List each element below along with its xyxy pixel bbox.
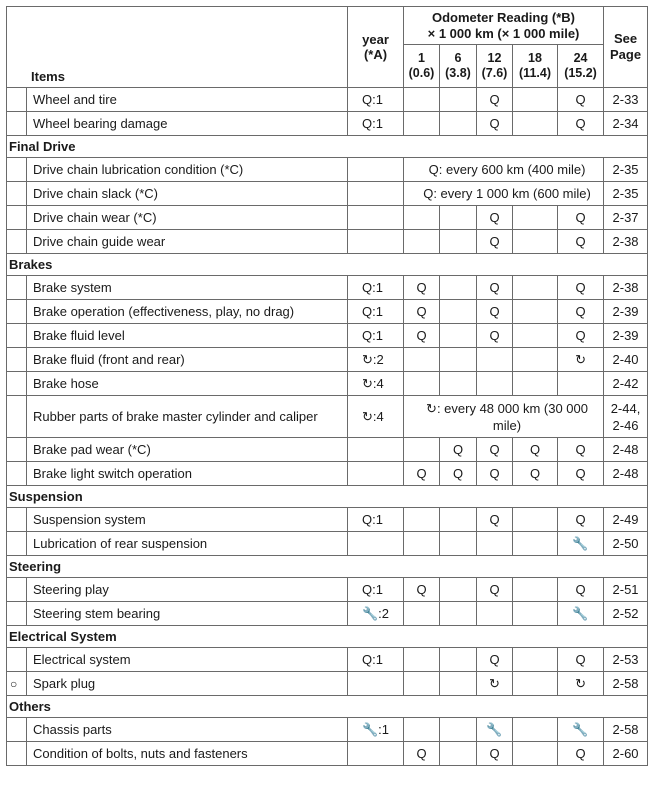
- interval-cell: Q: [558, 206, 604, 230]
- interval-cell: [440, 742, 477, 766]
- interval-cell: 🔧: [477, 718, 513, 742]
- schedule-row: [7, 182, 648, 206]
- interval-cell: Q: [404, 276, 440, 300]
- interval-cell: [440, 88, 477, 112]
- schedule-row: [7, 672, 648, 696]
- interval-cell: 🔧: [558, 532, 604, 556]
- row-marker-cell: [7, 578, 27, 602]
- schedule-row: [7, 324, 648, 348]
- interval-mile: (11.4): [519, 66, 551, 80]
- interval-cell: [404, 508, 440, 532]
- interval-cell: Q: [477, 648, 513, 672]
- maintenance-schedule-table: [6, 6, 648, 766]
- interval-cell: Q: [477, 276, 513, 300]
- interval-cell: [440, 648, 477, 672]
- year-header-line1: year: [362, 32, 389, 47]
- interval-cell: [440, 508, 477, 532]
- interval-cell: [404, 532, 440, 556]
- item-label: Rubber parts of brake master cylinder and caliper: [27, 396, 348, 438]
- interval-cell: [404, 88, 440, 112]
- year-interval: [348, 158, 404, 182]
- interval-cell: [513, 88, 558, 112]
- item-label: Spark plug: [27, 672, 348, 696]
- interval-cell: [558, 372, 604, 396]
- interval-cell: [513, 742, 558, 766]
- interval-header-24: [558, 45, 604, 88]
- interval-cell: Q: [404, 578, 440, 602]
- section-header-row: [7, 696, 648, 718]
- interval-cell: Q: [558, 508, 604, 532]
- interval-header-18: [513, 45, 558, 88]
- section-header: Others: [7, 696, 648, 718]
- see-page-column-header: [604, 7, 648, 88]
- year-interval: [348, 230, 404, 254]
- item-label: Suspension system: [27, 508, 348, 532]
- year-interval: ↻:2: [348, 348, 404, 372]
- interval-cell: [513, 112, 558, 136]
- interval-cell: Q: [477, 112, 513, 136]
- item-label: Brake operation (effectiveness, play, no drag): [27, 300, 348, 324]
- interval-cell: [404, 112, 440, 136]
- item-label: Chassis parts: [27, 718, 348, 742]
- schedule-row: [7, 158, 648, 182]
- year-header-line2: (*A): [363, 47, 388, 62]
- year-column-header: [348, 7, 404, 88]
- interval-cell: Q: [477, 462, 513, 486]
- see-page: 2-33: [604, 88, 648, 112]
- interval-km: 6: [454, 51, 462, 65]
- row-marker-cell: [7, 718, 27, 742]
- schedule-row: [7, 348, 648, 372]
- interval-cell: Q: [404, 324, 440, 348]
- see-page: 2-35: [604, 182, 648, 206]
- schedule-row: [7, 718, 648, 742]
- year-interval: Q:1: [348, 276, 404, 300]
- interval-cell: Q: [440, 438, 477, 462]
- see-page: 2-53: [604, 648, 648, 672]
- see-page: 2-42: [604, 372, 648, 396]
- schedule-row: [7, 396, 648, 438]
- interval-cell: Q: [558, 462, 604, 486]
- section-header-row: [7, 486, 648, 508]
- interval-km: 1: [418, 51, 425, 65]
- row-marker-cell: [7, 206, 27, 230]
- maintenance-schedule-sheet: [6, 6, 647, 766]
- year-interval: Q:1: [348, 648, 404, 672]
- interval-cell: [513, 300, 558, 324]
- schedule-row: [7, 508, 648, 532]
- interval-cell: [477, 602, 513, 626]
- see-page: 2-39: [604, 324, 648, 348]
- item-label: Steering stem bearing: [27, 602, 348, 626]
- year-interval: ↻:4: [348, 396, 404, 438]
- interval-cell: Q: [558, 112, 604, 136]
- section-header-row: [7, 626, 648, 648]
- year-interval: Q:1: [348, 112, 404, 136]
- year-interval: [348, 532, 404, 556]
- interval-cell: [513, 648, 558, 672]
- interval-cell: [440, 348, 477, 372]
- schedule-row: [7, 462, 648, 486]
- schedule-row: [7, 602, 648, 626]
- item-label: Electrical system: [27, 648, 348, 672]
- see-page: 2-35: [604, 158, 648, 182]
- odometer-header-line2: × 1 000 km (× 1 000 mile): [427, 25, 580, 41]
- interval-cell: [440, 372, 477, 396]
- row-marker-cell: [7, 276, 27, 300]
- interval-span-text: Q: every 1 000 km (600 mile): [404, 182, 604, 206]
- item-label: Lubrication of rear suspension: [27, 532, 348, 556]
- interval-cell: Q: [477, 508, 513, 532]
- year-interval: ↻:4: [348, 372, 404, 396]
- see-page: 2-50: [604, 532, 648, 556]
- interval-cell: [440, 532, 477, 556]
- schedule-row: [7, 372, 648, 396]
- interval-cell: Q: [558, 438, 604, 462]
- interval-cell: [404, 348, 440, 372]
- interval-cell: [440, 324, 477, 348]
- interval-cell: Q: [477, 742, 513, 766]
- year-interval: [348, 672, 404, 696]
- interval-cell: [513, 230, 558, 254]
- interval-cell: [440, 602, 477, 626]
- interval-cell: [477, 372, 513, 396]
- interval-cell: Q: [477, 230, 513, 254]
- section-header: Steering: [7, 556, 648, 578]
- interval-km: 24: [573, 51, 588, 65]
- interval-mile: (15.2): [564, 66, 597, 80]
- year-interval: Q:1: [348, 578, 404, 602]
- interval-cell: [513, 206, 558, 230]
- row-marker-cell: [7, 396, 27, 438]
- see-page: 2-48: [604, 462, 648, 486]
- year-interval: [348, 742, 404, 766]
- item-label: Brake fluid level: [27, 324, 348, 348]
- item-label: Brake hose: [27, 372, 348, 396]
- row-marker-cell: [7, 508, 27, 532]
- row-marker-cell: [7, 742, 27, 766]
- item-label: Drive chain wear (*C): [27, 206, 348, 230]
- interval-cell: Q: [404, 462, 440, 486]
- schedule-row: [7, 578, 648, 602]
- interval-cell: Q: [558, 324, 604, 348]
- row-marker-cell: [7, 462, 27, 486]
- odometer-header: [404, 7, 604, 45]
- row-marker-cell: [7, 672, 27, 696]
- interval-cell: Q: [558, 742, 604, 766]
- interval-mile: (0.6): [408, 66, 435, 80]
- item-label: Drive chain lubrication condition (*C): [27, 158, 348, 182]
- item-label: Brake pad wear (*C): [27, 438, 348, 462]
- interval-cell: Q: [477, 578, 513, 602]
- interval-header-12: [477, 45, 513, 88]
- see-page: 2-58: [604, 718, 648, 742]
- schedule-row: [7, 206, 648, 230]
- items-column-header: [7, 7, 348, 88]
- interval-cell: Q: [477, 300, 513, 324]
- interval-cell: 🔧: [558, 602, 604, 626]
- year-interval: 🔧:1: [348, 718, 404, 742]
- year-interval: [348, 462, 404, 486]
- row-marker-cell: [7, 372, 27, 396]
- interval-cell: Q: [558, 578, 604, 602]
- row-marker-cell: [7, 648, 27, 672]
- interval-cell: Q: [558, 230, 604, 254]
- interval-cell: Q: [558, 300, 604, 324]
- see-page: 2-48: [604, 438, 648, 462]
- see-page: 2-34: [604, 112, 648, 136]
- interval-cell: [404, 438, 440, 462]
- schedule-row: [7, 532, 648, 556]
- interval-cell: [440, 672, 477, 696]
- section-header-row: [7, 556, 648, 578]
- interval-cell: [440, 206, 477, 230]
- schedule-row: [7, 648, 648, 672]
- row-marker-cell: [7, 348, 27, 372]
- row-marker-cell: [7, 324, 27, 348]
- interval-cell: [440, 276, 477, 300]
- section-header-row: [7, 254, 648, 276]
- row-marker: ○: [10, 677, 18, 691]
- interval-span-text: Q: every 600 km (400 mile): [404, 158, 604, 182]
- interval-cell: [513, 348, 558, 372]
- row-marker-cell: [7, 112, 27, 136]
- interval-cell: Q: [477, 88, 513, 112]
- odometer-header-line1: Odometer Reading (*B): [432, 9, 576, 25]
- schedule-row: [7, 112, 648, 136]
- interval-cell: Q: [513, 438, 558, 462]
- interval-cell: [513, 578, 558, 602]
- interval-cell: [440, 718, 477, 742]
- interval-cell: [440, 112, 477, 136]
- year-interval: [348, 182, 404, 206]
- item-label: Drive chain guide wear: [27, 230, 348, 254]
- see-header-line1: See: [613, 31, 638, 46]
- row-marker-cell: [7, 602, 27, 626]
- interval-cell: Q: [558, 88, 604, 112]
- interval-cell: ↻: [558, 348, 604, 372]
- section-header: Final Drive: [7, 136, 648, 158]
- interval-cell: [477, 532, 513, 556]
- interval-cell: [440, 578, 477, 602]
- interval-cell: [513, 276, 558, 300]
- see-page: 2-49: [604, 508, 648, 532]
- year-interval: 🔧:2: [348, 602, 404, 626]
- interval-cell: Q: [404, 300, 440, 324]
- interval-cell: [404, 602, 440, 626]
- interval-cell: [477, 348, 513, 372]
- schedule-row: [7, 276, 648, 300]
- schedule-row: [7, 742, 648, 766]
- interval-mile: (7.6): [481, 66, 508, 80]
- see-page: 2-38: [604, 276, 648, 300]
- interval-cell: Q: [477, 438, 513, 462]
- section-header: Brakes: [7, 254, 648, 276]
- year-interval: Q:1: [348, 88, 404, 112]
- interval-km: 18: [528, 51, 542, 65]
- interval-cell: [404, 718, 440, 742]
- item-label: Brake system: [27, 276, 348, 300]
- see-header-line2: Page: [609, 47, 642, 62]
- section-header: Electrical System: [7, 626, 648, 648]
- interval-cell: Q: [558, 276, 604, 300]
- see-page: 2-37: [604, 206, 648, 230]
- schedule-row: [7, 230, 648, 254]
- row-marker-cell: [7, 300, 27, 324]
- interval-cell: Q: [404, 742, 440, 766]
- row-marker-cell: [7, 438, 27, 462]
- row-marker-cell: [7, 88, 27, 112]
- interval-cell: Q: [477, 324, 513, 348]
- interval-cell: [513, 372, 558, 396]
- item-label: Wheel bearing damage: [27, 112, 348, 136]
- year-interval: Q:1: [348, 324, 404, 348]
- see-page: 2-39: [604, 300, 648, 324]
- interval-cell: ↻: [558, 672, 604, 696]
- interval-mile: (3.8): [445, 66, 471, 80]
- see-page: 2-52: [604, 602, 648, 626]
- row-marker-cell: [7, 532, 27, 556]
- interval-cell: [513, 532, 558, 556]
- item-label: Drive chain slack (*C): [27, 182, 348, 206]
- row-marker-cell: [7, 230, 27, 254]
- interval-km: 12: [487, 51, 502, 65]
- interval-cell: [513, 324, 558, 348]
- item-label: Brake fluid (front and rear): [27, 348, 348, 372]
- interval-cell: Q: [477, 206, 513, 230]
- see-page: 2-38: [604, 230, 648, 254]
- section-header-row: [7, 136, 648, 158]
- row-marker-cell: [7, 182, 27, 206]
- section-header: Suspension: [7, 486, 648, 508]
- year-interval: [348, 206, 404, 230]
- interval-header-6: [440, 45, 477, 88]
- see-page: 2-51: [604, 578, 648, 602]
- schedule-rows: [7, 88, 648, 766]
- year-interval: Q:1: [348, 300, 404, 324]
- see-page: 2-60: [604, 742, 648, 766]
- item-label: Brake light switch operation: [27, 462, 348, 486]
- interval-cell: [404, 648, 440, 672]
- interval-span-text: ↻: every 48 000 km (30 000 mile): [404, 396, 604, 438]
- row-marker-cell: [7, 158, 27, 182]
- interval-header-1: [404, 45, 440, 88]
- schedule-row: [7, 88, 648, 112]
- schedule-row: [7, 438, 648, 462]
- interval-cell: [440, 230, 477, 254]
- interval-cell: [404, 372, 440, 396]
- interval-cell: [404, 672, 440, 696]
- item-label: Wheel and tire: [27, 88, 348, 112]
- interval-cell: [440, 300, 477, 324]
- interval-cell: [513, 602, 558, 626]
- interval-cell: Q: [513, 462, 558, 486]
- interval-cell: 🔧: [558, 718, 604, 742]
- interval-cell: [513, 718, 558, 742]
- year-interval: Q:1: [348, 508, 404, 532]
- item-label: Condition of bolts, nuts and fasteners: [27, 742, 348, 766]
- interval-cell: [513, 672, 558, 696]
- item-label: Steering play: [27, 578, 348, 602]
- interval-cell: ↻: [477, 672, 513, 696]
- year-interval: [348, 438, 404, 462]
- see-page: 2-44, 2-46: [604, 396, 648, 438]
- see-page: 2-40: [604, 348, 648, 372]
- interval-cell: [513, 508, 558, 532]
- schedule-row: [7, 300, 648, 324]
- interval-cell: [404, 230, 440, 254]
- interval-cell: [404, 206, 440, 230]
- interval-cell: Q: [440, 462, 477, 486]
- interval-cell: Q: [558, 648, 604, 672]
- items-header-label: Items: [31, 69, 65, 84]
- see-page: 2-58: [604, 672, 648, 696]
